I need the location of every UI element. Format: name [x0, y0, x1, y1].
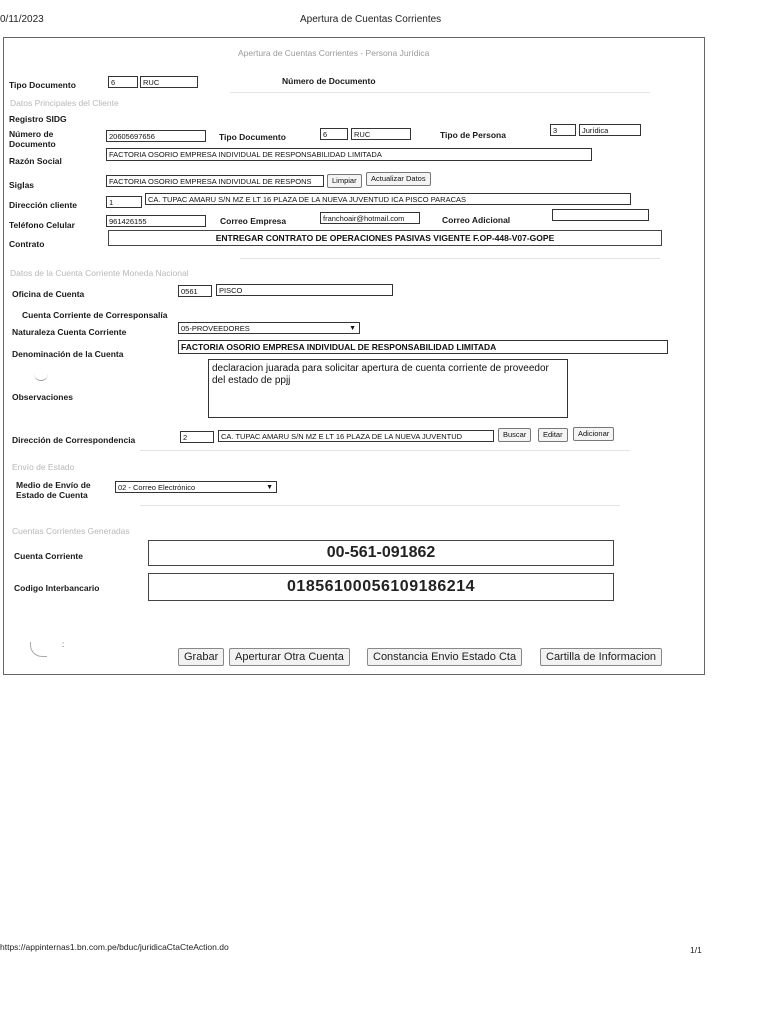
scan-dot: :	[62, 640, 65, 649]
tipo-documento-label: Tipo Documento	[9, 80, 76, 90]
registro-sidg-label: Registro SIDG	[9, 114, 67, 124]
actualizar-datos-button[interactable]: Actualizar Datos	[366, 172, 431, 186]
medio-envio-value: 02 - Correo Electrónico	[118, 483, 196, 492]
chevron-down-icon: ▼	[349, 325, 356, 332]
codigo-interbancario-value: 01856100056109186214	[148, 573, 614, 601]
account-section-label: Datos de la Cuenta Corriente Moneda Nacional	[10, 268, 189, 278]
contrato-notice: ENTREGAR CONTRATO DE OPERACIONES PASIVAS VIGENTE F.OP-448-V07-GOPE	[108, 230, 662, 246]
direccion-input[interactable]: CA. TUPAC AMARU S/N MZ E LT 16 PLAZA DE LA NUEVA JUVENTUD ICA PISCO PARACAS	[145, 193, 631, 205]
chevron-down-icon: ▼	[266, 484, 273, 491]
aperturar-otra-cuenta-button[interactable]: Aperturar Otra Cuenta	[229, 648, 350, 666]
direccion-correspondencia-label: Dirección de Correspondencia	[12, 435, 136, 445]
denominacion-input[interactable]: FACTORIA OSORIO EMPRESA INDIVIDUAL DE RESPONSABILIDAD LIMITADA	[178, 340, 668, 354]
tipo-documento-name-input[interactable]: RUC	[140, 76, 198, 88]
buscar-button[interactable]: Buscar	[498, 428, 531, 442]
dir-corr-code-input[interactable]: 2	[180, 431, 214, 443]
naturaleza-value: 05-PROVEEDORES	[181, 324, 250, 333]
numero-documento-label: Número de Documento	[282, 76, 376, 86]
denominacion-label: Denominación de la Cuenta	[12, 349, 124, 359]
codigo-interbancario-label: Codigo Interbancario	[14, 583, 100, 593]
telefono-celular-label: Teléfono Celular	[9, 220, 75, 230]
medio-envio-label-2: Estado de Cuenta	[16, 490, 88, 500]
oficina-cuenta-label: Oficina de Cuenta	[12, 289, 85, 299]
cartilla-informacion-button[interactable]: Cartilla de Informacion	[540, 648, 662, 666]
numero-doc-label: Número de Documento	[9, 129, 56, 149]
razon-social-input[interactable]: FACTORIA OSORIO EMPRESA INDIVIDUAL DE RESPONSABILIDAD LIMITADA	[106, 148, 592, 161]
oficina-name-input[interactable]: PISCO	[216, 284, 393, 296]
editar-button[interactable]: Editar	[538, 428, 568, 442]
footer-url: https://appinternas1.bn.com.pe/bduc/juridicaCtaCteAction.do	[0, 942, 229, 952]
direccion-code-input[interactable]: 1	[106, 196, 142, 208]
footer-page: 1/1	[690, 945, 702, 955]
adicionar-button[interactable]: Adicionar	[573, 427, 614, 441]
print-date: 0/11/2023	[0, 14, 44, 25]
razon-social-label: Razón Social	[9, 156, 62, 166]
limpiar-button[interactable]: Limpiar	[327, 174, 362, 188]
grabar-button[interactable]: Grabar	[178, 648, 224, 666]
medio-envio-select[interactable]	[115, 481, 277, 493]
print-title: Apertura de Cuentas Corrientes	[300, 14, 442, 25]
observaciones-label: Observaciones	[12, 392, 73, 402]
cuenta-corriente-label: Cuenta Corriente	[14, 551, 83, 561]
corresponsalia-label: Cuenta Corriente de Corresponsalía	[22, 310, 168, 320]
siglas-input[interactable]: FACTORIA OSORIO EMPRESA INDIVIDUAL DE RESPONS	[106, 175, 324, 187]
tipo-doc-name-input[interactable]: RUC	[351, 128, 411, 140]
correo-empresa-input[interactable]: franchoair@hotmail.com	[320, 212, 420, 224]
oficina-code-input[interactable]: 0561	[178, 285, 212, 297]
tipo-persona-name-input[interactable]: Jurídica	[579, 124, 641, 136]
tipo-doc-label: Tipo Documento	[219, 132, 286, 142]
naturaleza-select[interactable]	[178, 322, 360, 334]
constancia-envio-button[interactable]: Constancia Envio Estado Cta	[367, 648, 522, 666]
correo-empresa-label: Correo Empresa	[220, 216, 287, 226]
result-section-label: Cuentas Corrientes Generadas	[12, 526, 130, 536]
direccion-cliente-label: Dirección cliente	[9, 200, 78, 210]
naturaleza-label: Naturaleza Cuenta Corriente	[12, 327, 127, 337]
correo-adicional-label: Correo Adicional	[442, 215, 511, 225]
numero-doc-input[interactable]: 20605697656	[106, 130, 206, 142]
envio-section-label: Envío de Estado	[12, 462, 75, 472]
siglas-label: Siglas	[9, 180, 35, 190]
correo-adicional-input[interactable]	[552, 209, 649, 221]
observaciones-textarea[interactable]: declaracion juarada para solicitar apertura de cuenta corriente de proveedor del estado de ppjj	[208, 359, 568, 418]
tipo-doc-code-input[interactable]: 6	[320, 128, 348, 140]
contrato-label: Contrato	[9, 239, 45, 249]
telefono-input[interactable]: 961426155	[106, 215, 206, 227]
client-section-label: Datos Principales del Cliente	[10, 98, 119, 108]
cuenta-corriente-value: 00-561-091862	[148, 540, 614, 566]
medio-envio-label-1: Medio de Envío de	[16, 480, 91, 490]
dir-corr-input[interactable]: CA. TUPAC AMARU S/N MZ E LT 16 PLAZA DE LA NUEVA JUVENTUD	[218, 430, 494, 442]
tipo-persona-label: Tipo de Persona	[440, 130, 506, 140]
form-title: Apertura de Cuentas Corrientes - Persona Jurídica	[238, 48, 430, 58]
tipo-persona-code-input[interactable]: 3	[550, 124, 576, 136]
tipo-documento-code-input[interactable]: 6	[108, 76, 138, 88]
